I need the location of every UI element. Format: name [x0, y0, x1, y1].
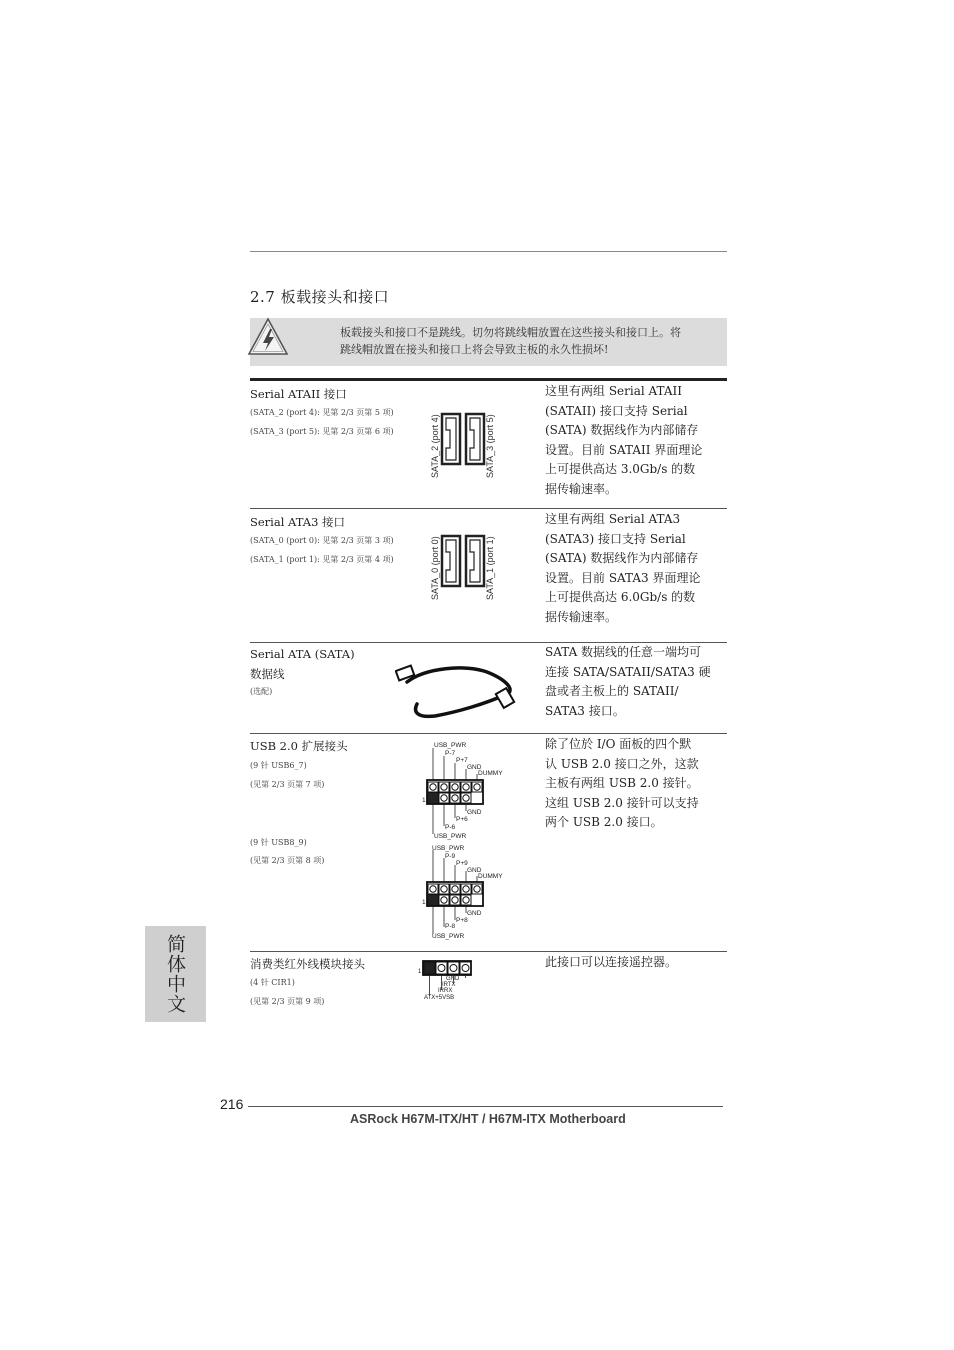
desc-line: SATA 数据线的任意一端均可 — [545, 645, 702, 659]
warning-line-1: 板载接头和接口不是跳线。切勿将跳线帽放置在这些接头和接口上。将 — [340, 326, 681, 339]
desc-line: 此接口可以连接遥控器。 — [545, 955, 678, 969]
desc-line: 据传输速率。 — [545, 609, 618, 624]
warning-icon — [246, 316, 290, 358]
pin-label: GND — [467, 867, 482, 874]
desc-line: 据传输速率。 — [545, 481, 618, 496]
desc-line: (SATA) 数据线作为内部储存 — [545, 423, 699, 437]
pin-label: IRRX — [438, 988, 453, 994]
row-description — [545, 382, 715, 499]
desc-line: 两个 USB 2.0 接口。 — [545, 815, 663, 829]
desc-line: 连接 SATA/SATAII/SATA3 硬 — [545, 664, 711, 679]
pin-label: USB_PWR — [432, 933, 465, 940]
row-title: Serial ATA (SATA) — [250, 647, 355, 661]
row-title: Serial ATAII 接口 — [250, 387, 347, 401]
pin-label: GND — [467, 809, 482, 816]
row-note: (SATA_2 (port 4): 见第 2/3 页第 5 项) — [250, 408, 394, 417]
desc-line: 除了位於 I/O 面板的四个默 — [545, 737, 692, 751]
warning-text — [340, 324, 720, 358]
pin-label: P-8 — [445, 923, 456, 930]
row-divider — [250, 733, 727, 734]
page-number: 216 — [220, 1096, 244, 1112]
desc-line: 上可提供高达 6.0Gb/s 的数 — [545, 590, 696, 604]
desc-line: 这里有两组 Serial ATAII — [545, 384, 683, 398]
pin-label: P+8 — [456, 917, 468, 924]
row-description — [545, 643, 715, 721]
desc-line: (SATA3) 接口支持 Serial — [545, 531, 686, 546]
pin-label: P+6 — [456, 816, 468, 823]
pin-label: P+9 — [456, 860, 468, 867]
footer-rule — [248, 1106, 723, 1107]
pin-label: GND — [446, 976, 460, 982]
row-note: (9 针 USB8_9) — [250, 838, 307, 847]
footer-text: ASRock H67M-ITX/HT / H67M-ITX Motherboard — [350, 1112, 626, 1126]
pin-label: P+7 — [456, 757, 468, 764]
warning-line-2: 跳线帽放置在接头和接口上将会导致主板的永久性损坏! — [340, 343, 609, 356]
desc-line: (SATA) 数据线作为内部储存 — [545, 551, 699, 565]
sata-label: SATA_2 (port 4) — [430, 414, 440, 478]
desc-line: 这里有两组 Serial ATA3 — [545, 512, 681, 526]
desc-line: 设置。目前 SATA3 界面理论 — [545, 570, 701, 585]
language-side-tab — [145, 926, 206, 1022]
pin-label: GND — [467, 764, 482, 771]
pin-label: DUMMY — [478, 873, 503, 880]
desc-line: 这组 USB 2.0 接针可以支持 — [545, 795, 699, 810]
row-title: 消费类红外线模块接头 — [250, 957, 365, 971]
section-title: 2.7 板载接头和接口 — [250, 288, 390, 306]
row-title: Serial ATA3 接口 — [250, 515, 346, 529]
side-tab-label: 简体中文 — [164, 934, 186, 1014]
desc-line: 主板有两组 USB 2.0 接针。 — [545, 776, 699, 790]
pin-label: USB_PWR — [432, 845, 465, 852]
row-note: (见第 2/3 页第 7 项) — [250, 780, 325, 789]
sata-connector-diagram — [428, 402, 498, 482]
sata-cable-image — [395, 660, 525, 720]
pin-label: GND — [467, 910, 482, 917]
row-note: (SATA_1 (port 1): 见第 2/3 页第 4 项) — [250, 555, 394, 564]
sata-label: SATA_1 (port 1) — [485, 536, 495, 600]
sata-label: SATA_3 (port 5) — [485, 414, 495, 478]
row-divider — [250, 951, 727, 952]
desc-line: 认 USB 2.0 接口之外，这款 — [545, 756, 699, 771]
row-note: (9 针 USB6_7) — [250, 761, 307, 770]
row-note: (见第 2/3 页第 8 项) — [250, 856, 325, 865]
sata-label: SATA_0 (port 0) — [430, 536, 440, 600]
pin-label: P-6 — [445, 824, 456, 831]
row-note: (选配) — [250, 687, 273, 696]
table-top-rule — [250, 378, 727, 381]
desc-line: 设置。目前 SATAII 界面理论 — [545, 442, 703, 457]
pin-label: USB_PWR — [434, 833, 467, 840]
pin-label: ATX+5VSB — [424, 995, 455, 1001]
row-description — [545, 510, 715, 627]
pin-label: DUMMY — [478, 770, 503, 777]
pin-label: P-9 — [445, 853, 456, 860]
row-divider — [250, 508, 727, 509]
top-rule — [250, 251, 727, 252]
desc-line: 上可提供高达 3.0Gb/s 的数 — [545, 462, 696, 476]
row-title-2: 数据线 — [250, 667, 285, 681]
pin1-marker: 1 — [422, 797, 426, 804]
usb-header-diagram — [418, 842, 518, 942]
row-note: (见第 2/3 页第 9 项) — [250, 997, 325, 1006]
row-description — [545, 735, 715, 833]
cir-header-diagram — [418, 958, 498, 1004]
row-note: (SATA_0 (port 0): 见第 2/3 页第 3 项) — [250, 536, 394, 545]
pin1-marker: 1 — [422, 899, 426, 906]
pin-label: P-7 — [445, 750, 456, 757]
row-description — [545, 953, 715, 973]
desc-line: (SATAII) 接口支持 Serial — [545, 403, 688, 418]
pin-label: USB_PWR — [434, 742, 467, 749]
desc-line: 盘或者主板上的 SATAII/ — [545, 684, 679, 698]
row-title: USB 2.0 扩展接头 — [250, 739, 348, 753]
pin-label: IRTX — [442, 982, 456, 988]
row-note: (SATA_3 (port 5): 见第 2/3 页第 6 项) — [250, 427, 394, 436]
pin1-marker: 1 — [418, 969, 422, 975]
desc-line: SATA3 接口。 — [545, 703, 625, 718]
sata-connector-diagram — [428, 524, 498, 604]
usb-header-diagram — [418, 738, 518, 842]
row-note: (4 针 CIR1) — [250, 978, 295, 987]
